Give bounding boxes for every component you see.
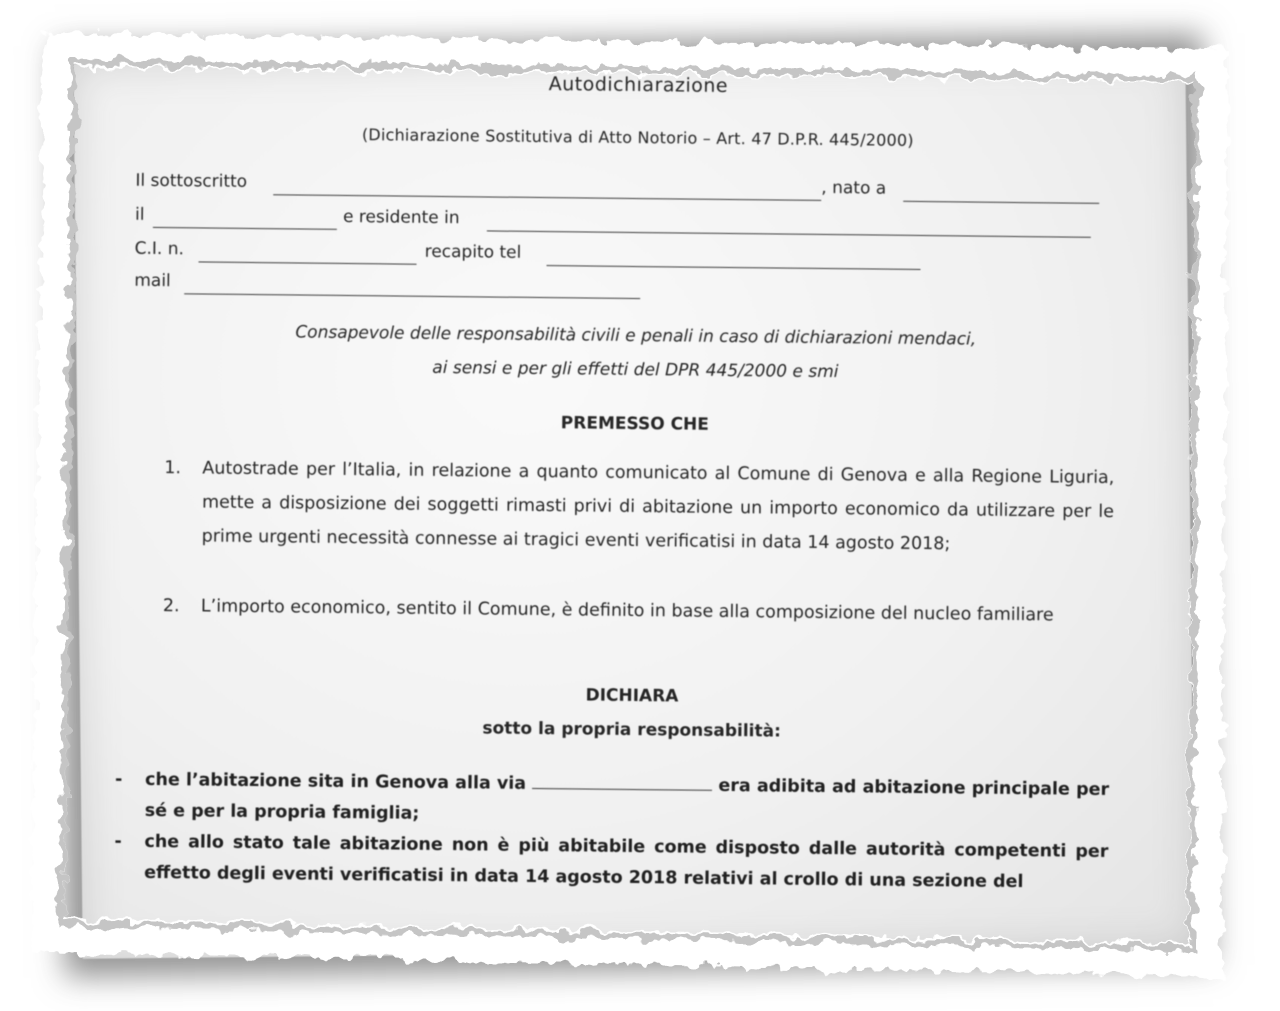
document-subtitle: (Dichiarazione Sostitutiva di Atto Notorio – Art. 47 D.P.R. 445/2000) [361,125,914,150]
mail-field[interactable] [184,293,640,299]
premesso-item-number: 2. [162,596,180,617]
mail-label: mail [134,270,171,292]
dichiara-item-2 [114,827,1109,899]
premesso-item-2 [162,589,1113,633]
nato-a-field[interactable] [903,201,1099,204]
document-title: Autodichiarazione [548,73,729,97]
residente-label: e residente in [342,206,460,229]
dichiara-item-1 [114,765,1110,837]
consapevole-line-2: ai sensi e per gli effetti del DPR 445/2000 e smi [432,357,839,383]
premesso-item-text: Autostrade per l’Italia, in relazione a quanto comunicato al Comune di Genova e alla Regione Liguria, mette a disposizione dei soggetti rimasti privi di abitazione un importo economico da utilizzare per le prime urgenti necessità connesse ai tragici eventi verificatisi in data 14 agosto 2018; [201,458,1115,555]
residenza-field[interactable] [487,230,1091,237]
sottoscritto-label: Il sottoscritto [135,170,248,192]
data-nascita-field[interactable] [153,227,337,230]
dichiara-item-text-before: che l’abitazione sita in Genova alla via [144,769,527,794]
consapevole-line-1: Consapevole delle responsabilità civili e penali in caso di dichiarazioni mendaci, [295,322,977,350]
premesso-item-number: 1. [164,458,182,479]
document-content [73,52,1194,959]
il-label: il [134,204,145,225]
dichiara-item-text-after: era adibita ad abitazione principale per sé e per la propria famiglia; [144,775,1110,824]
dichiara-item-dash: - [114,769,123,790]
dichiara-subheading: sotto la propria responsabilità: [482,718,781,742]
premesso-item-1 [164,451,1115,563]
premesso-heading: PREMESSO CHE [560,413,710,435]
document-paper [73,52,1194,959]
via-field[interactable] [532,774,712,791]
sottoscritto-field[interactable] [273,194,821,201]
premesso-item-text: L’importo economico, sentito il Comune, è definito in base alla composizione del nucleo familiare [200,596,1054,626]
dichiara-item-text: che allo stato tale abitazione non è più abitabile come disposto dalle autorità competenti per effetto degli eventi verificatisi in data 14 agosto 2018 relativi al crollo di una sezione del [144,831,1109,893]
telefono-field[interactable] [547,265,921,270]
dichiara-item-dash: - [114,831,122,852]
recapito-label: recapito tel [424,241,522,263]
ci-label: C.I. n. [134,238,185,260]
dichiara-heading: DICHIARA [585,685,679,707]
ci-field[interactable] [199,261,417,264]
nato-label: , nato a [821,177,887,199]
